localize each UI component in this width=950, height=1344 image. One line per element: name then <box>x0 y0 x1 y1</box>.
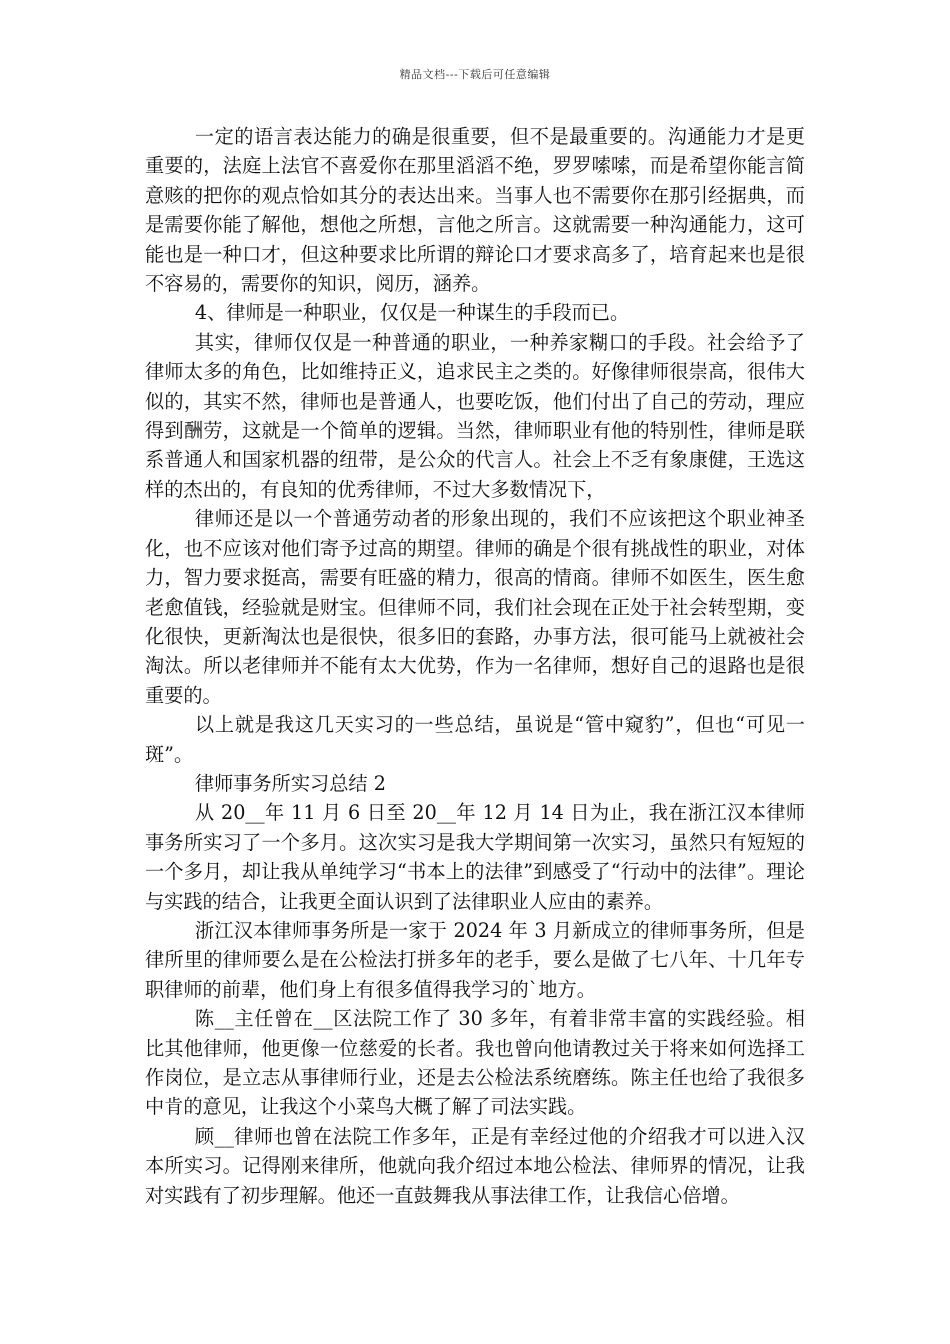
paragraph: 一定的语言表达能力的确是很重要，但不是最重要的。沟通能力才是更重要的，法庭上法官不喜爱你在那里滔滔不绝，罗罗嗦嗦，而是希望你能言简意赅的把你的观点恰如其分的表达出来。当事人也不需要你在那引经据典，而是需要你能了解他，想他之所想，言他之所言。这就需要一种沟通能力，这可能也是一种口才，但这种要求比所谓的辩论口才要求高多了，培育起来也是很不容易的，需要你的知识，阅历，涵养。 <box>145 125 805 296</box>
paragraph: 以上就是我这几天实习的一些总结，虽说是“管中窥豹”，但也“可见一斑”。 <box>145 713 805 766</box>
document-body <box>145 122 805 1210</box>
paragraph: 陈__主任曾在__区法院工作了 30 多年，有着非常丰富的实践经验。相比其他律师，他更像一位慈爱的长者。我也曾向他请教过关于将来如何选择工作岗位，是立志从事律师行业，还是去公检法系统磨练。陈主任也给了我很多中肯的意见，让我这个小菜鸟大概了解了司法实践。 <box>145 1007 805 1119</box>
paragraph: 从 20__年 11 月 6 日至 20__年 12 月 14 日为止，我在浙江汉本律师事务所实习了一个多月。这次实习是我大学期间第一次实习，虽然只有短短的一个多月，却让我从单纯学习“书本上的法律”到感受了“行动中的法律”。理论与实践的结合，让我更全面认识到了法律职业人应由的素养。 <box>145 801 805 913</box>
page-header: 精品文档---下载后可任意编辑 <box>399 68 551 81</box>
paragraph: 4、律师是一种职业，仅仅是一种谋生的手段而已。 <box>194 301 630 325</box>
paragraph: 其实，律师仅仅是一种普通的职业，一种养家糊口的手段。社会给予了律师太多的角色，比如维持正义，追求民主之类的。好像律师很崇高，很伟大似的，其实不然，律师也是普通人，也要吃饭，他们付出了自己的劳动，理应得到酬劳，这就是一个简单的逻辑。当然，律师职业有他的特别性，律师是联系普通人和国家机器的纽带，是公众的代言人。社会上不乏有象康健，王选这样的杰出的，有良知的优秀律师，不过大多数情况下， <box>145 330 805 501</box>
paragraph: 浙江汉本律师事务所是一家于 2024 年 3 月新成立的律师事务所，但是律所里的律师要么是在公检法打拼多年的老手，要么是做了七八年、十几年专职律师的前辈，他们身上有很多值得我学习的`地方。 <box>145 918 805 1001</box>
paragraph: 顾__律师也曾在法院工作多年，正是有幸经过他的介绍我才可以进入汉本所实习。记得刚来律所，他就向我介绍过本地公检法、律师界的情况，让我对实践有了初步理解。他还一直鼓舞我从事法律工作，让我信心倍增。 <box>145 1124 805 1207</box>
paragraph: 律师还是以一个普通劳动者的形象出现的，我们不应该把这个职业神圣化，也不应该对他们寄予过高的期望。律师的确是个很有挑战性的职业，对体力，智力要求挺高，需要有旺盛的精力，很高的情商。律师不如医生，医生愈老愈值钱，经验就是财宝。但律师不同，我们社会现在正处于社会转型期，变化很快，更新淘汰也是很快，很多旧的套路，办事方法，很可能马上就被社会淘汰。所以老律师并不能有太大优势，作为一名律师，想好自己的退路也是很重要的。 <box>145 507 805 707</box>
section-heading: 律师事务所实习总结 2 <box>194 771 386 795</box>
